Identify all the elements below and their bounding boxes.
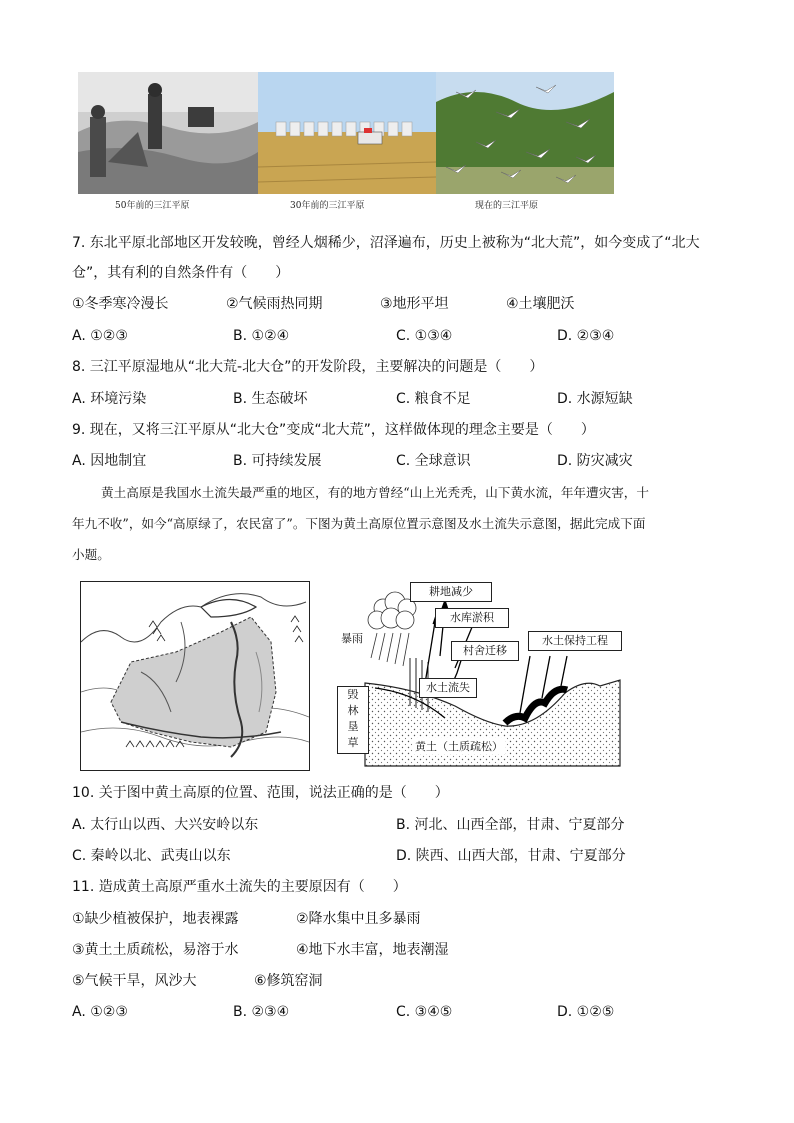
q11-item-1: ①缺少植被保护，地表裸露 [72,911,239,927]
q11-option-b[interactable]: B. ②③④ [233,1004,290,1020]
q10-option-b[interactable]: B. 河北、山西全部，甘肃、宁夏部分 [396,817,625,833]
q7-stem-line1: 7. 东北平原北部地区开发较晚，曾经人烟稀少，沼泽遍布，历史上被称为“北大荒”，如今变成了“北大 [72,235,700,251]
q7-option-d[interactable]: D. ②③④ [557,328,615,344]
passage-line1: 黄土高原是我国水土流失最严重的地区，有的地方曾经“山上光秃秃，山下黄水流，年年遭灾害，十 [101,485,649,500]
q10-option-d[interactable]: D. 陕西、山西大部，甘肃、宁夏部分 [396,848,626,864]
q7-option-a[interactable]: A. ①②③ [72,328,128,344]
q7-option-c[interactable]: C. ①③④ [396,328,453,344]
label-soil-erosion: 水土流失 [419,678,477,698]
deforest-char-4: 草 [347,736,359,749]
q11-option-c[interactable]: C. ③④⑤ [396,1004,453,1020]
q9-option-b[interactable]: B. 可持续发展 [233,453,322,469]
soil-erosion-diagram [335,578,625,770]
q7-option-b[interactable]: B. ①②④ [233,328,290,344]
q8-stem: 8. 三江平原湿地从“北大荒-北大仓”的开发阶段，主要解决的问题是（ ） [72,359,544,375]
q11-option-d[interactable]: D. ①②⑤ [557,1004,615,1020]
caption-present: 现在的三江平原 [475,201,539,211]
q10-option-c[interactable]: C. 秦岭以北、武夷山以东 [72,848,231,864]
q11-item-3: ③黄土土质疏松，易溶于水 [72,942,239,958]
deforest-char-2: 林 [347,704,359,717]
deforest-char-1: 毁 [347,688,359,701]
q10-stem: 10. 关于图中黄土高原的位置、范围，说法正确的是（ ） [72,785,449,801]
caption-50-years: 50年前的三江平原 [115,201,190,211]
passage-line3: 小题。 [72,547,110,562]
q11-stem: 11. 造成黄土高原严重水土流失的主要原因有（ ） [72,879,407,895]
loess-plateau-location-map [80,581,310,771]
caption-30-years: 30年前的三江平原 [290,201,365,211]
q8-option-d[interactable]: D. 水源短缺 [557,391,633,407]
q8-option-c[interactable]: C. 粮食不足 [396,391,471,407]
q11-option-a[interactable]: A. ①②③ [72,1004,128,1020]
q7-item-1: ①冬季寒冷漫长 [72,296,169,312]
q11-item-4: ④地下水丰富，地表潮湿 [296,942,449,958]
q10-option-a[interactable]: A. 太行山以西、大兴安岭以东 [72,817,259,833]
label-deforestation [337,686,369,754]
q7-item-4: ④土壤肥沃 [506,296,575,312]
passage-line2: 年九不收”，如今“高原绿了，农民富了”。下图为黄土高原位置示意图及水土流失示意图，据此完成下面 [72,516,646,531]
photo-30-years-ago [258,72,436,194]
q11-item-6: ⑥修筑窑洞 [254,973,323,989]
q8-option-b[interactable]: B. 生态破坏 [233,391,308,407]
q8-option-a[interactable]: A. 环境污染 [72,391,147,407]
q7-item-3: ③地形平坦 [380,296,449,312]
q11-item-2: ②降水集中且多暴雨 [296,911,421,927]
photo-present [436,72,614,194]
q9-option-a[interactable]: A. 因地制宜 [72,453,147,469]
label-rainstorm: 暴雨 [341,632,363,645]
q7-item-2: ②气候雨热同期 [226,296,323,312]
photo-50-years-ago [78,72,258,194]
label-loess: 黄土（土质疏松） [415,740,503,753]
label-reservoir-silting: 水库淤积 [435,608,509,628]
q9-option-c[interactable]: C. 全球意识 [396,453,471,469]
label-farmland-decrease: 耕地减少 [410,582,492,602]
label-village-relocation: 村舍迁移 [451,641,519,661]
label-soil-conservation-project: 水土保持工程 [528,631,622,651]
q11-item-5: ⑤气候干旱，风沙大 [72,973,197,989]
q9-option-d[interactable]: D. 防灾减灾 [557,453,633,469]
q7-stem-line2: 仓”，其有利的自然条件有（ ） [72,265,290,281]
q9-stem: 9. 现在，又将三江平原从“北大仓”变成“北大荒”，这样做体现的理念主要是（ ） [72,422,595,438]
deforest-char-3: 垦 [347,720,359,733]
